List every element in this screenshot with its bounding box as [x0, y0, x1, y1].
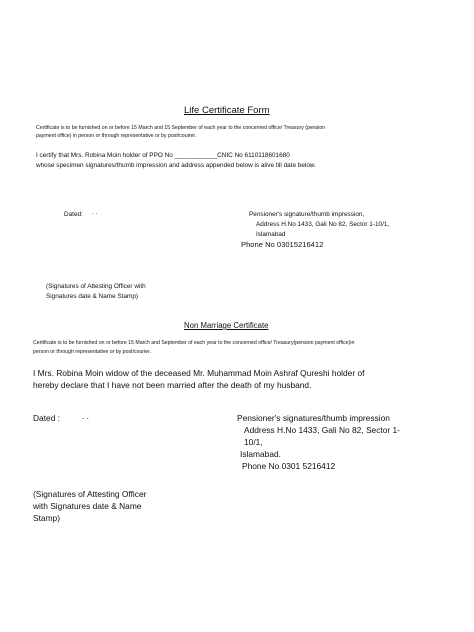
non-marriage-declare-line-1: I Mrs. Robina Moin widow of the deceased Mr. Muhammad Moin Ashraf Qureshi holder of [33, 368, 365, 378]
non-marriage-note-line-2: person or through representative or by post/courier. [33, 349, 151, 355]
non-marriage-address-line-1: Address H.No 1433, Gali No 82, Sector 1- [244, 425, 400, 435]
life-phone: Phone No 03015216412 [241, 240, 324, 249]
non-marriage-address-line-2: 10/1, [244, 437, 263, 447]
non-marriage-dated-label: Dated : [33, 413, 61, 423]
non-marriage-signature-label: Pensioner's signatures/thumb impression [237, 413, 390, 423]
non-marriage-attesting-line-3: Stamp) [33, 513, 60, 523]
life-note-line-2: payment office) in person or through representative or by post/courier. [36, 133, 197, 139]
non-marriage-phone: Phone No 0301 5216412 [242, 461, 336, 471]
non-marriage-note-line-1: Certificate is to be furnished on or before 15 March and September of each year to the concerned office/ Treasury(pension payment office)in [33, 340, 355, 346]
non-marriage-address-line-3: Islamabad. [240, 449, 281, 459]
life-address-line-1: Address H.No 1433, Gali No 82, Sector 1-10/1, [256, 221, 390, 228]
life-dated-value: . . [92, 209, 98, 216]
non-marriage-declare-line-2: hereby declare that I have not been married after the death of my husband. [33, 380, 312, 390]
life-attesting-line-2: Signatures date & Name Stamp) [46, 293, 138, 300]
life-certify-line-1: I certify that Mrs. Robina Moin holder of PPO No ____________CNIC No 6110118601680 [36, 152, 290, 159]
life-certify-line-2: whose specimen signatures/thumb impression and address appended below is alive till date below. [36, 162, 316, 169]
non-marriage-title: Non Marriage Certificate [184, 321, 269, 330]
life-note-line-1: Certificate is to be furnished on or before 15 March and 15 September of each year to the concerned office/ Treasury (pension [36, 125, 326, 131]
non-marriage-attesting-line-1: (Signatures of Attesting Officer [33, 489, 147, 499]
non-marriage-dated-value: . . [82, 411, 89, 421]
life-certificate-title: Life Certificate Form [184, 105, 270, 116]
life-attesting-line-1: (Signatures of Attesting Officer with [46, 283, 146, 290]
non-marriage-attesting-line-2: with Signatures date & Name [33, 501, 142, 511]
life-address-line-2: Islamabad [256, 231, 286, 238]
life-dated-label: Dated: [64, 211, 83, 218]
life-signature-label: Pensioner's signature/thumb impression, [249, 211, 365, 218]
